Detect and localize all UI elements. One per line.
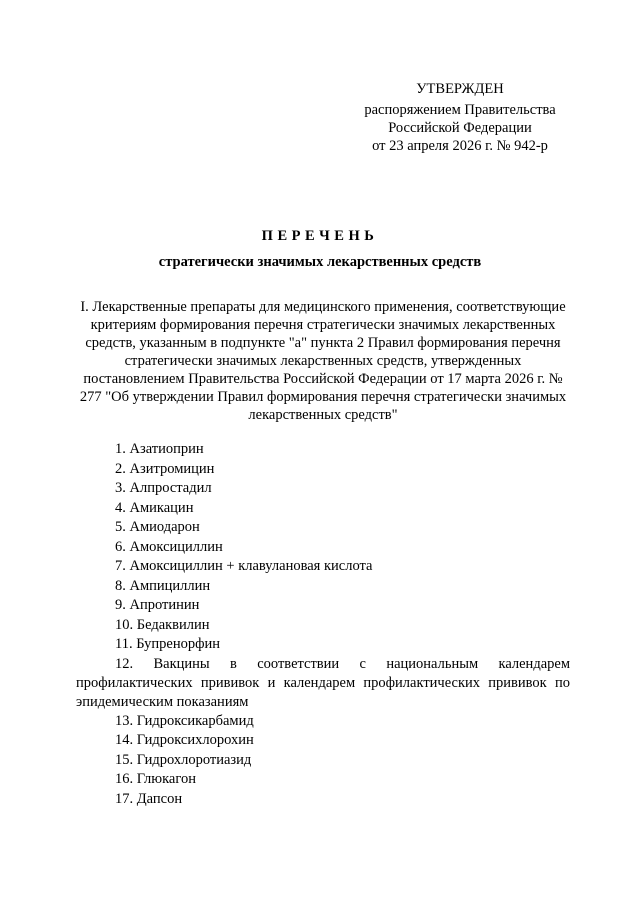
list-item: 14. Гидроксихлорохин	[115, 732, 254, 748]
document-title: ПЕРЕЧЕНЬ	[261, 228, 379, 244]
approval-line: Российской Федерации	[388, 120, 532, 136]
document-subtitle: стратегически значимых лекарственных средств	[158, 254, 482, 270]
approval-block	[340, 80, 580, 155]
list-item: 15. Гидрохлоротиазид	[115, 751, 252, 768]
list-item: 11. Бупренорфин	[115, 636, 221, 652]
list-item: 6. Амоксициллин	[115, 538, 223, 555]
list-item: 3. Алпростадил	[115, 480, 212, 496]
list-item: 9. Апротинин	[115, 597, 200, 613]
list-item: 12. Вакцины в соответствии с национальным календарем профилактических прививок и календарем профилактических прививок по эпидемическим показаниям	[76, 655, 570, 710]
list-item: 8. Ампициллин	[115, 577, 211, 594]
drug-list	[76, 440, 570, 809]
list-item: 10. Бедаквилин	[115, 616, 210, 633]
list-item: 1. Азатиоприн	[115, 441, 204, 457]
list-item: 5. Амиодарон	[115, 519, 200, 535]
list-item: 7. Амоксициллин + клавулановая кислота	[115, 558, 373, 574]
approval-heading: УТВЕРЖДЕН	[416, 81, 504, 97]
list-item: 13. Гидроксикарбамид	[115, 712, 254, 729]
list-item: 4. Амикацин	[115, 499, 194, 516]
approval-line: распоряжением Правительства	[364, 102, 556, 118]
list-item: 2. Азитромицин	[115, 460, 215, 477]
section-heading: I. Лекарственные препараты для медицинского применения, соответствующие критериям формирования перечня стратегически значимых лекарственных средств, указанным в подпункте "а" пункта 2 Правил формирования перечня стратегически значимых лекарственных средств, утвержденных постановлением Правительства Российской Федерации от 17 марта 2026 г. № 277 "Об утверждении Правил формирования перечня стратегически значимых лекарственных средств"	[79, 299, 567, 423]
list-item: 16. Глюкагон	[115, 771, 196, 787]
list-item: 17. Дапсон	[115, 790, 183, 807]
approval-date: от 23 апреля 2026 г. № 942-р	[372, 138, 548, 154]
